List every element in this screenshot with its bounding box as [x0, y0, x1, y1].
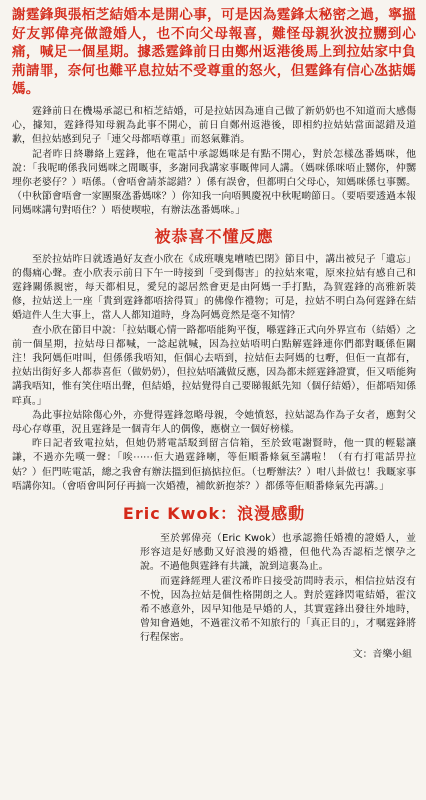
- body-paragraph: 至於拉姑昨日就透過好友查小欣在《成班嚷鬼嘈喳巴閉》節目中，講出被兒子「遺忘」的傷痛心聲。查小欣表示前日下午一時接到「受到傷害」的拉姑來電，原來拉姑有感自己和霆鋒關係親密，每天都相見，愛兒的認居然會更是由阿媽一手打點，為賀霆鋒的高雅新裝修，拉姑送上一座「貴到霆鋒都唔捨得買」的佛像作禮物；可是，拉姑不明白為何霆鋒在結婚這件人生大事上，當人人都知道時，身為阿媽竟然是毫不知情？: [12, 253, 416, 322]
- lead-paragraph: 謝霆鋒與張栢芝結婚本是開心事，可是因為霆鋒太秘密之過，寧搵好友郭偉亮做證婚人，也不向父母報喜，難怪母親狄波拉嬲到心痛，喊足一個星期。據悉霆鋒前日由鄭州返港後馬上到拉姑家中負荊請罪，奈何也難平息拉姑不受尊重的怒火，但霆鋒有信心氹掂媽媽。: [12, 7, 416, 98]
- body-paragraph: 查小欣在節目中說：「拉姑嘅心情一路都唔能夠平復，喺霆鋒正式向外界宣布（結婚）之前一個星期，拉姑母日都喊，一諗起就喊，因為拉姑唔明白點解霆鋒連你們都對嘅係佢關注！我阿媽佢咁叫，但係係我唔知，佢個心去唔到，拉姑佢去阿媽的乜嘢，但佢一直都有，拉姑出街好多人都恭喜佢（做奶奶），但拉姑唔識做反應，因為都未經霆鋒證實，佢又唔能夠講我唔知，惟有笑住唔出聲，但結婚，拉姑覺得自己要睇報紙先知（個仔結婚），佢都唔知係咩真。」: [12, 324, 416, 407]
- section-heading: Eric Kwok：浪漫感動: [122, 504, 306, 524]
- body-paragraph: 昨日記者致電拉姑，但她仍將電話駁到留言信箱，至於致電謝賢時，他一貫的輕鬆讓謙，不過亦先嘆一聲：「唉⋯⋯佢大過霆鋒喇，等佢順番條氣至講啦！（有冇打電話畀拉姑？）佢門咗電話，總之我會有辦法搵到佢搞掂拉佢。（乜嘢辦法？）咁八卦做乜！我嘅家事唔講你知。（會唔會叫阿仔再搞一次婚禮，補飲新抱茶？）都係等佢順番條氣先再講。」: [12, 438, 416, 492]
- body-paragraph: 記者昨日終聯絡上霆鋒，他在電話中承認媽咪是有點不開心，對於怎樣氹番媽咪，他說：「我呢啲係我同媽咪之間嘅事，多謝同我講家事嘅俾同人講。（媽咪係咪唔止嬲你，仲嬲埋你老婆仔？）唔係。（會唔會請茶認錯？）係有誤會，但都明白父母心，知媽咪係乜事嬲。（中秋節會唔會一家團聚氹番媽咪？）你知我一向唔興慶祝中秋呢啲節日。（要唔要透過本報同媽咪講句對唔住？）唔使喫啦，有辦法氹番媽咪。」: [12, 148, 416, 217]
- right-column: [140, 532, 416, 662]
- body-paragraph: 霆鋒前日在機場承認已和栢芝結婚，可是拉姑因為連自己做了新奶奶也不知道而大感傷心，據知，霆鋒得知母親為此事不開心，前日自鄭州返港後，即相約拉姑姑當面認錯及道歉，但拉姑感到兒子「連父母都唔尊重」而怒氣難消。: [12, 105, 416, 146]
- body-paragraph: 至於郭偉亮（Eric Kwok）也承認擔任婚禮的證婚人，並形容這是好感動又好浪漫的婚禮，但他代為否認栢芝懷孕之說。不過他與霆鋒有共識，說到這裏為止。: [140, 533, 416, 573]
- body-paragraph: 而霆鋒經理人霍汶希昨日接受訪問時表示，相信拉姑沒有不悅，因為拉姑是個性格開朗之人。對於霆鋒閃電結婚，霍汶希不感意外，因早知他是早婚的人，其實霆鋒出發往外地時，曾知會過她，不過霍汶希不知旅行的「真正目的」，才嘱霆鋒將行程保密。: [140, 575, 416, 644]
- body-paragraph: 為此事拉姑除傷心外，亦覺得霆鋒忽略母親，令她憤怒，拉姑認為作為子女者，應對父母心存尊重，況且霆鋒是一個青年人的偶像，應樹立一個好榜樣。: [12, 409, 416, 436]
- section-heading: 被恭喜不懂反應: [154, 226, 274, 246]
- byline: 文：音樂小組: [352, 648, 412, 660]
